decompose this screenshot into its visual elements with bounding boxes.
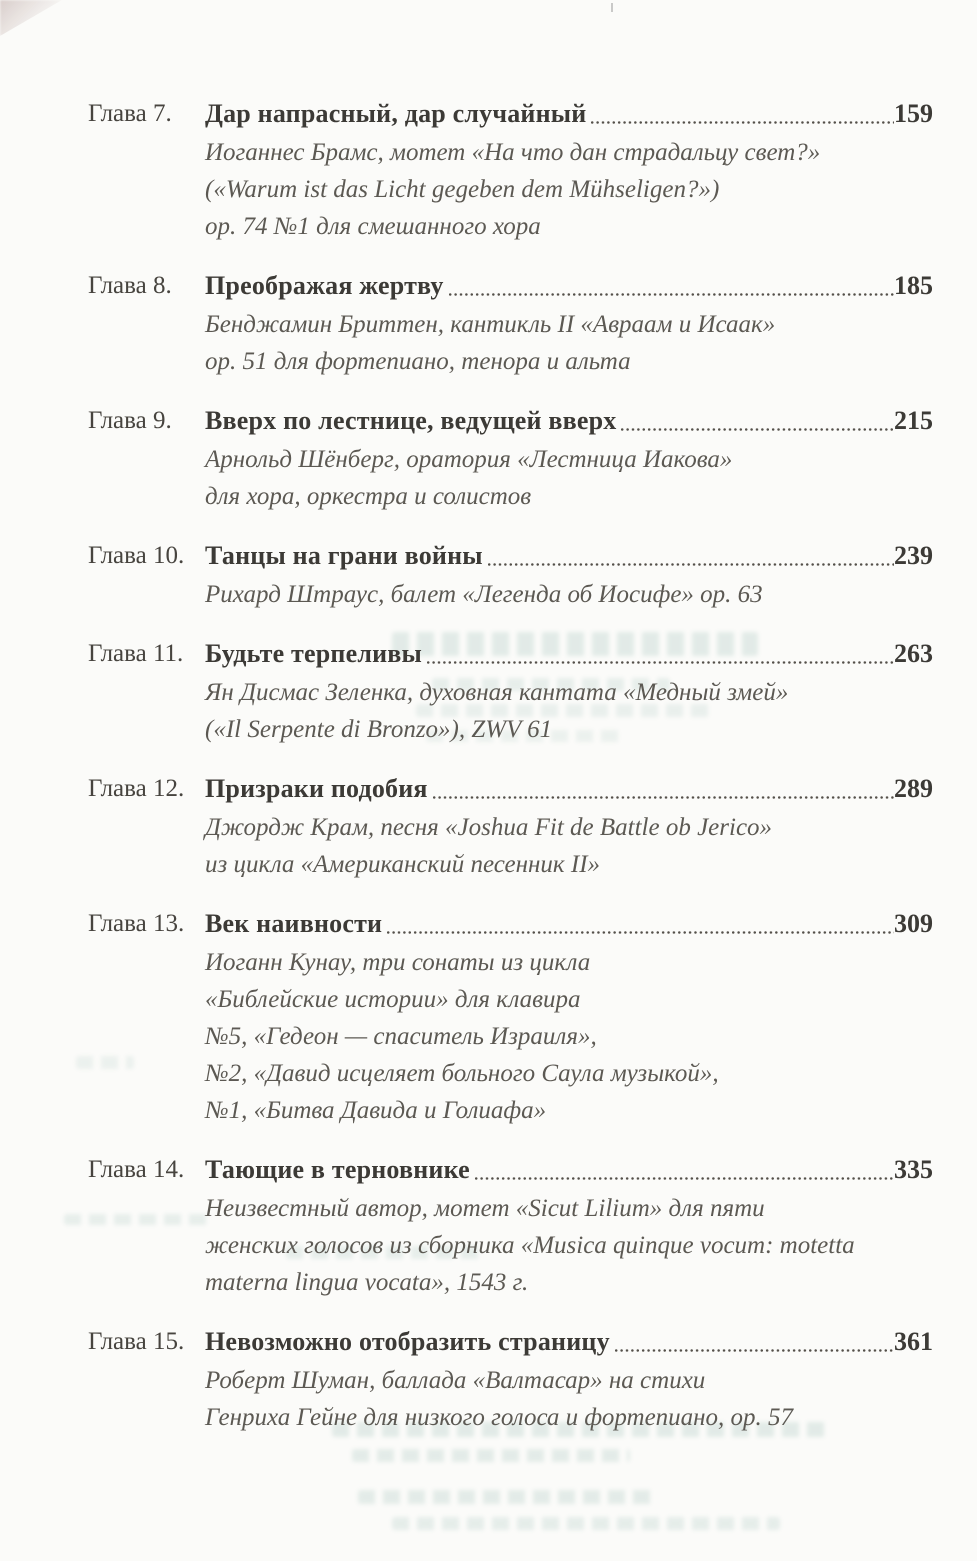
chapter-label: Глава 14. xyxy=(88,1156,185,1183)
chapter-subtitle xyxy=(205,576,933,613)
dot-leader xyxy=(449,293,894,296)
chapter-subtitle-line: для хора, оркестра и солистов xyxy=(205,483,532,510)
chapter-page-number: 185 xyxy=(894,271,933,300)
chapter-subtitle-line: op. 74 №1 для смешанного хора xyxy=(205,213,541,240)
chapter-label: Глава 11. xyxy=(88,640,184,667)
chapter-page-number: 361 xyxy=(894,1327,933,1356)
chapter-subtitle-line: №1, «Битва Давида и Голиафа» xyxy=(205,1097,547,1124)
toc-chapter-entry xyxy=(88,772,933,883)
chapter-label: Глава 12. xyxy=(88,775,185,802)
chapter-body xyxy=(205,637,933,748)
chapter-subtitle-line: Бенджамин Бриттен, кантикль II «Авраам и Исаак» xyxy=(205,311,776,338)
dot-leader xyxy=(387,931,894,934)
chapter-subtitle-line: Неизвестный автор, мотет «Sicut Lilium» для пяти xyxy=(205,1195,765,1222)
chapter-title-row xyxy=(205,404,933,438)
chapter-subtitle-line: («Il Serpente di Bronzo»), ZWV 61 xyxy=(205,716,553,743)
chapter-subtitle-line: Рихард Штраус, балет «Легенда об Иосифе» op. 63 xyxy=(205,581,763,608)
chapter-title: Будьте терпеливы xyxy=(205,639,423,668)
chapter-subtitle-line: Роберт Шуман, баллада «Валтасар» на стихи xyxy=(205,1367,706,1394)
toc-chapter-entry xyxy=(88,1153,933,1301)
table-of-contents xyxy=(88,97,933,1460)
scan-speck xyxy=(611,3,613,12)
chapter-body xyxy=(205,1325,933,1436)
chapter-title: Призраки подобия xyxy=(205,774,428,803)
toc-chapter-entry xyxy=(88,907,933,1129)
toc-chapter-entry xyxy=(88,269,933,380)
chapter-title-row xyxy=(205,269,933,303)
chapter-title: Невозможно отобразить страницу xyxy=(205,1327,610,1356)
chapter-subtitle-line: женских голосов из сборника «Musica quinque vocum: motetta xyxy=(205,1232,855,1259)
chapter-title: Танцы на грани войны xyxy=(205,541,483,570)
bleedthrough-artifact xyxy=(358,1490,656,1504)
chapter-title-row xyxy=(205,539,933,573)
chapter-label: Глава 7. xyxy=(88,100,172,127)
chapter-subtitle xyxy=(205,809,933,883)
chapter-subtitle-line: op. 51 для фортепиано, тенора и альта xyxy=(205,348,631,375)
chapter-subtitle-line: из цикла «Американский песенник II» xyxy=(205,851,601,878)
chapter-subtitle-line: Джордж Крам, песня «Joshua Fit de Battle ob Jerico» xyxy=(205,814,773,841)
toc-chapter-entry xyxy=(88,539,933,613)
chapter-page-number: 289 xyxy=(894,774,933,803)
chapter-body xyxy=(205,539,933,613)
chapter-label: Глава 8. xyxy=(88,272,172,299)
chapter-page-number: 239 xyxy=(894,541,933,570)
dot-leader xyxy=(615,1349,894,1352)
chapter-subtitle-line: («Warum ist das Licht gegeben dem Mühseligen?») xyxy=(205,176,720,203)
chapter-title: Век наивности xyxy=(205,909,383,938)
chapter-title-row xyxy=(205,772,933,806)
chapter-title-row xyxy=(205,97,933,131)
chapter-body xyxy=(205,97,933,245)
toc-chapter-entry xyxy=(88,637,933,748)
chapter-subtitle-line: №5, «Гедеон — спаситель Израиля», xyxy=(205,1023,597,1050)
chapter-page-number: 335 xyxy=(894,1155,933,1184)
chapter-label: Глава 9. xyxy=(88,407,172,434)
dot-leader xyxy=(427,661,894,664)
chapter-subtitle-line: Генриха Гейне для низкого голоса и фортепиано, op. 57 xyxy=(205,1404,794,1431)
chapter-label: Глава 15. xyxy=(88,1328,185,1355)
chapter-title: Вверх по лестнице, ведущей вверх xyxy=(205,406,617,435)
chapter-subtitle xyxy=(205,134,933,245)
chapter-subtitle-line: materna lingua vocata», 1543 г. xyxy=(205,1269,529,1296)
dot-leader xyxy=(475,1177,894,1180)
toc-chapter-entry xyxy=(88,404,933,515)
chapter-subtitle xyxy=(205,441,933,515)
chapter-subtitle-line: Иоганнес Брамс, мотет «На что дан страдальцу свет?» xyxy=(205,139,821,166)
chapter-page-number: 215 xyxy=(894,406,933,435)
toc-chapter-entry xyxy=(88,97,933,245)
chapter-subtitle xyxy=(205,306,933,380)
chapter-page-number: 263 xyxy=(894,639,933,668)
chapter-title: Тающие в терновнике xyxy=(205,1155,470,1184)
chapter-title: Дар напрасный, дар случайный xyxy=(205,99,587,128)
scan-corner-smudge xyxy=(0,0,62,36)
chapter-label: Глава 13. xyxy=(88,910,185,937)
chapter-body xyxy=(205,907,933,1129)
toc-chapter-entry xyxy=(88,1325,933,1436)
chapter-title: Преображая жертву xyxy=(205,271,444,300)
chapter-subtitle-line: №2, «Давид исцеляет больного Саула музыкой», xyxy=(205,1060,719,1087)
dot-leader xyxy=(621,428,894,431)
chapter-label: Глава 10. xyxy=(88,542,185,569)
chapter-body xyxy=(205,772,933,883)
bleedthrough-artifact xyxy=(392,1517,780,1530)
chapter-subtitle-line: Арнольд Шёнберг, оратория «Лестница Иакова» xyxy=(205,446,733,473)
chapter-subtitle-line: Иоганн Кунау, три сонаты из цикла xyxy=(205,949,591,976)
chapter-subtitle xyxy=(205,1362,933,1436)
chapter-title-row xyxy=(205,1325,933,1359)
dot-leader xyxy=(488,563,894,566)
chapter-subtitle xyxy=(205,1190,933,1301)
chapter-subtitle-line: Ян Дисмас Зеленка, духовная кантата «Медный змей» xyxy=(205,679,789,706)
chapter-subtitle xyxy=(205,944,933,1129)
chapter-body xyxy=(205,1153,933,1301)
chapter-body xyxy=(205,269,933,380)
chapter-body xyxy=(205,404,933,515)
chapter-subtitle-line: «Библейские истории» для клавира xyxy=(205,986,581,1013)
chapter-title-row xyxy=(205,1153,933,1187)
chapter-title-row xyxy=(205,637,933,671)
chapter-title-row xyxy=(205,907,933,941)
chapter-page-number: 159 xyxy=(894,99,933,128)
chapter-page-number: 309 xyxy=(894,909,933,938)
dot-leader xyxy=(433,796,894,799)
dot-leader xyxy=(591,121,894,124)
chapter-subtitle xyxy=(205,674,933,748)
